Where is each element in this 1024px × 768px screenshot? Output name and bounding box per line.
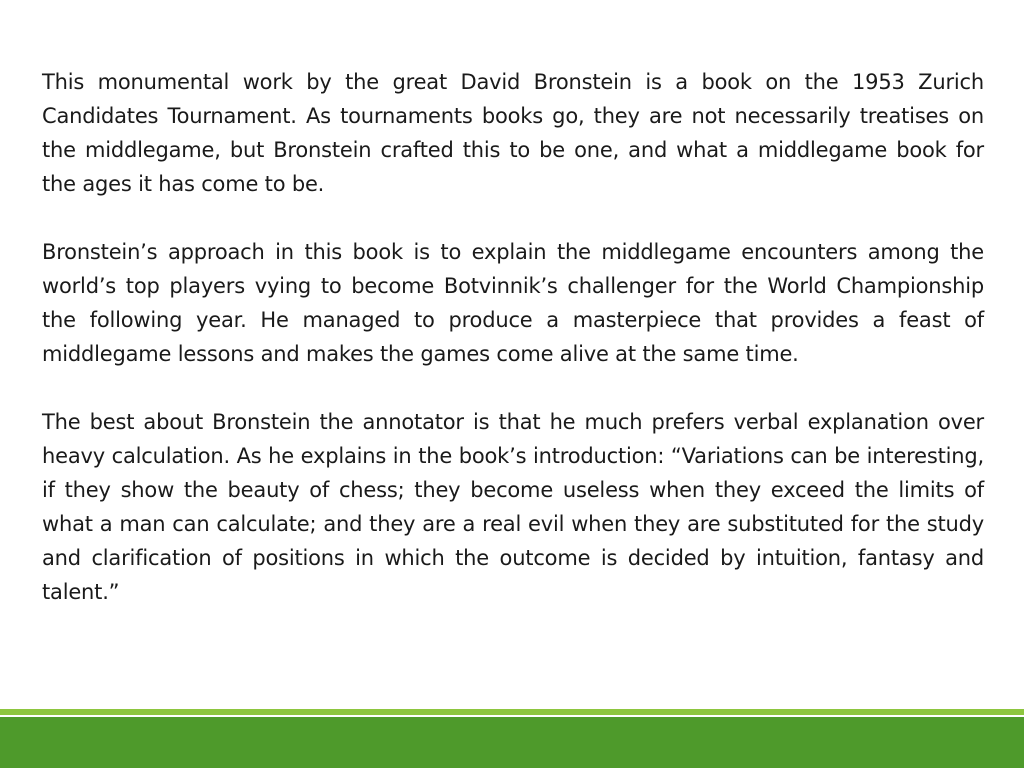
- paragraph-approach: Bronstein’s approach in this book is to explain the middlegame encounters among the world’s top players vying to become Botvinnik’s challenger for the World Championship the following year. He managed to produce a masterpiece that provides a feast of middlegame lessons and makes the games come alive at the same time.: [42, 240, 984, 366]
- footer-bar: [0, 717, 1024, 768]
- footer-accent-line: [0, 709, 1024, 715]
- slide-body: [42, 65, 984, 643]
- paragraph-annotator: The best about Bronstein the annotator is that he much prefers verbal explanation over heavy calculation. As he explains in the book’s introduction: “Variations can be interesting, if they show the beauty of chess; they become useless when they exceed the limits of what a man can calculate; and they are a real evil when they are substituted for the study and clarification of positions in which the outcome is decided by intuition, fantasy and talent.”: [42, 410, 984, 604]
- paragraph-intro: This monumental work by the great David Bronstein is a book on the 1953 Zurich Candidates Tournament. As tournaments books go, they are not necessarily treatises on the middlegame, but Bronstein crafted this to be one, and what a middlegame book for the ages it has come to be.: [42, 70, 984, 196]
